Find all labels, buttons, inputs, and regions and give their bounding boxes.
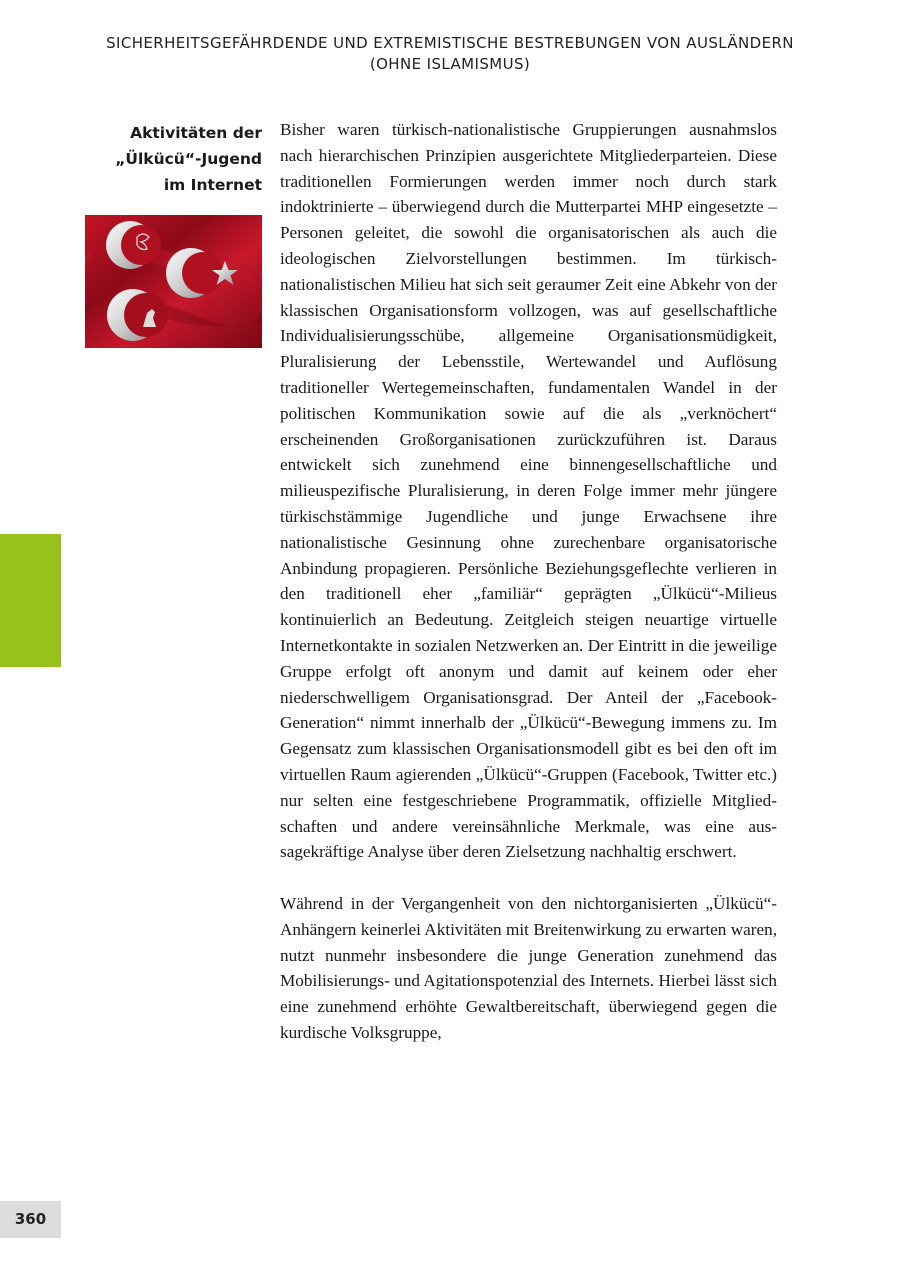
three-crescents-emblem-icon (85, 215, 262, 348)
running-header-line-1: SICHERHEITSGEFÄHRDENDE UND EXTREMISTISCHE BESTREBUNGEN VON AUSLÄNDERN (106, 34, 794, 52)
page-number: 360 (0, 1201, 61, 1238)
chapter-color-tab (0, 534, 61, 667)
running-header (0, 33, 900, 75)
side-title-line: Aktivitäten der (130, 124, 262, 142)
section-side-title (86, 120, 262, 198)
running-header-line-2: (OHNE ISLAMISMUS) (369, 55, 531, 73)
article-body (280, 117, 777, 1046)
side-title-line: im Internet (163, 176, 262, 194)
side-title-line: „Ülkücü“-Jugend (115, 150, 262, 168)
paragraph: Bisher waren türkisch-nationalistische Gruppierungen ausnahmslos nach hierarchischen Prinzipien ausgerichtete Mitgliederparteien. Diese traditionellen Formierungen werden immer noch durch stark indoktrinierte – überwiegend durch die Mutterpartei MHP eingesetzte – Personen geleitet, die sowohl die organisatorischen als auch die ideologischen Zielvorstellungen bestimmen. Im türkisch-nationalistischen Milieu hat sich seit geraumer Zeit eine Abkehr von der klassischen Organisationsform vollzogen, was auf gesellschaftliche Individualisierungsschübe, allgemeine Organisationsmüdigkeit, Pluralisierung der Lebensstile, Wertewandel und Auflösung traditioneller Wertegemeinschaften, fundamentalen Wandel in der politischen Kommunikation sowie auf die als „verknöchert“ erscheinenden Großorganisationen zurückzuführen ist. Daraus entwickelt sich zunehmend eine binnengesellschaftliche und milieuspezifische Pluralisierung, in deren Folge immer mehr jüngere türkischstämmige Jugendliche und junge Erwachsene ihre nationalistische Gesinnung ohne zurechenbare organisatorische Anbindung propagieren. Persönliche Beziehungsgeflechte verlieren in den traditionell eher „familiär“ geprägten „Ülkücü“-Milieus kontinuierlich an Bedeutung. Zeitgleich steigen neuartige virtuelle Internetkontakte in sozialen Netzwerken an. Der Eintritt in die jeweilige Gruppe erfolgt oft anonym und damit auf keinem oder eher niederschwelligem Organisationsgrad. Der Anteil der „Facebook- Generation“ nimmt innerhalb der „Ülkücü“-Bewegung immens zu. Im Gegensatz zum klassischen Organisationsmodell gibt es bei den oft im virtuellen Raum agierenden „Ülkücü“-Gruppen (Facebook, Twitter etc.) nur selten eine festgeschriebene Programmatik, offizielle Mitgliedschaften und andere vereinsähnliche Merkmale, was eine aussagekräftige Analyse über deren Zielsetzung nachhaltig erschwert. (280, 120, 777, 862)
paragraph: Während in der Vergangenheit von den nichtorganisierten „Ülkücü“-Anhängern keinerlei Aktivitäten mit Breitenwirkung zu erwarten waren, nutzt nunmehr insbesondere die junge Generation zunehmend das Mobilisierungs- und Agitationspotenzial des Internets. Hierbei lässt sich eine zunehmend erhöhte Gewaltbereitschaft, überwiegend gegen die kurdische Volksgruppe, (280, 893, 777, 1042)
